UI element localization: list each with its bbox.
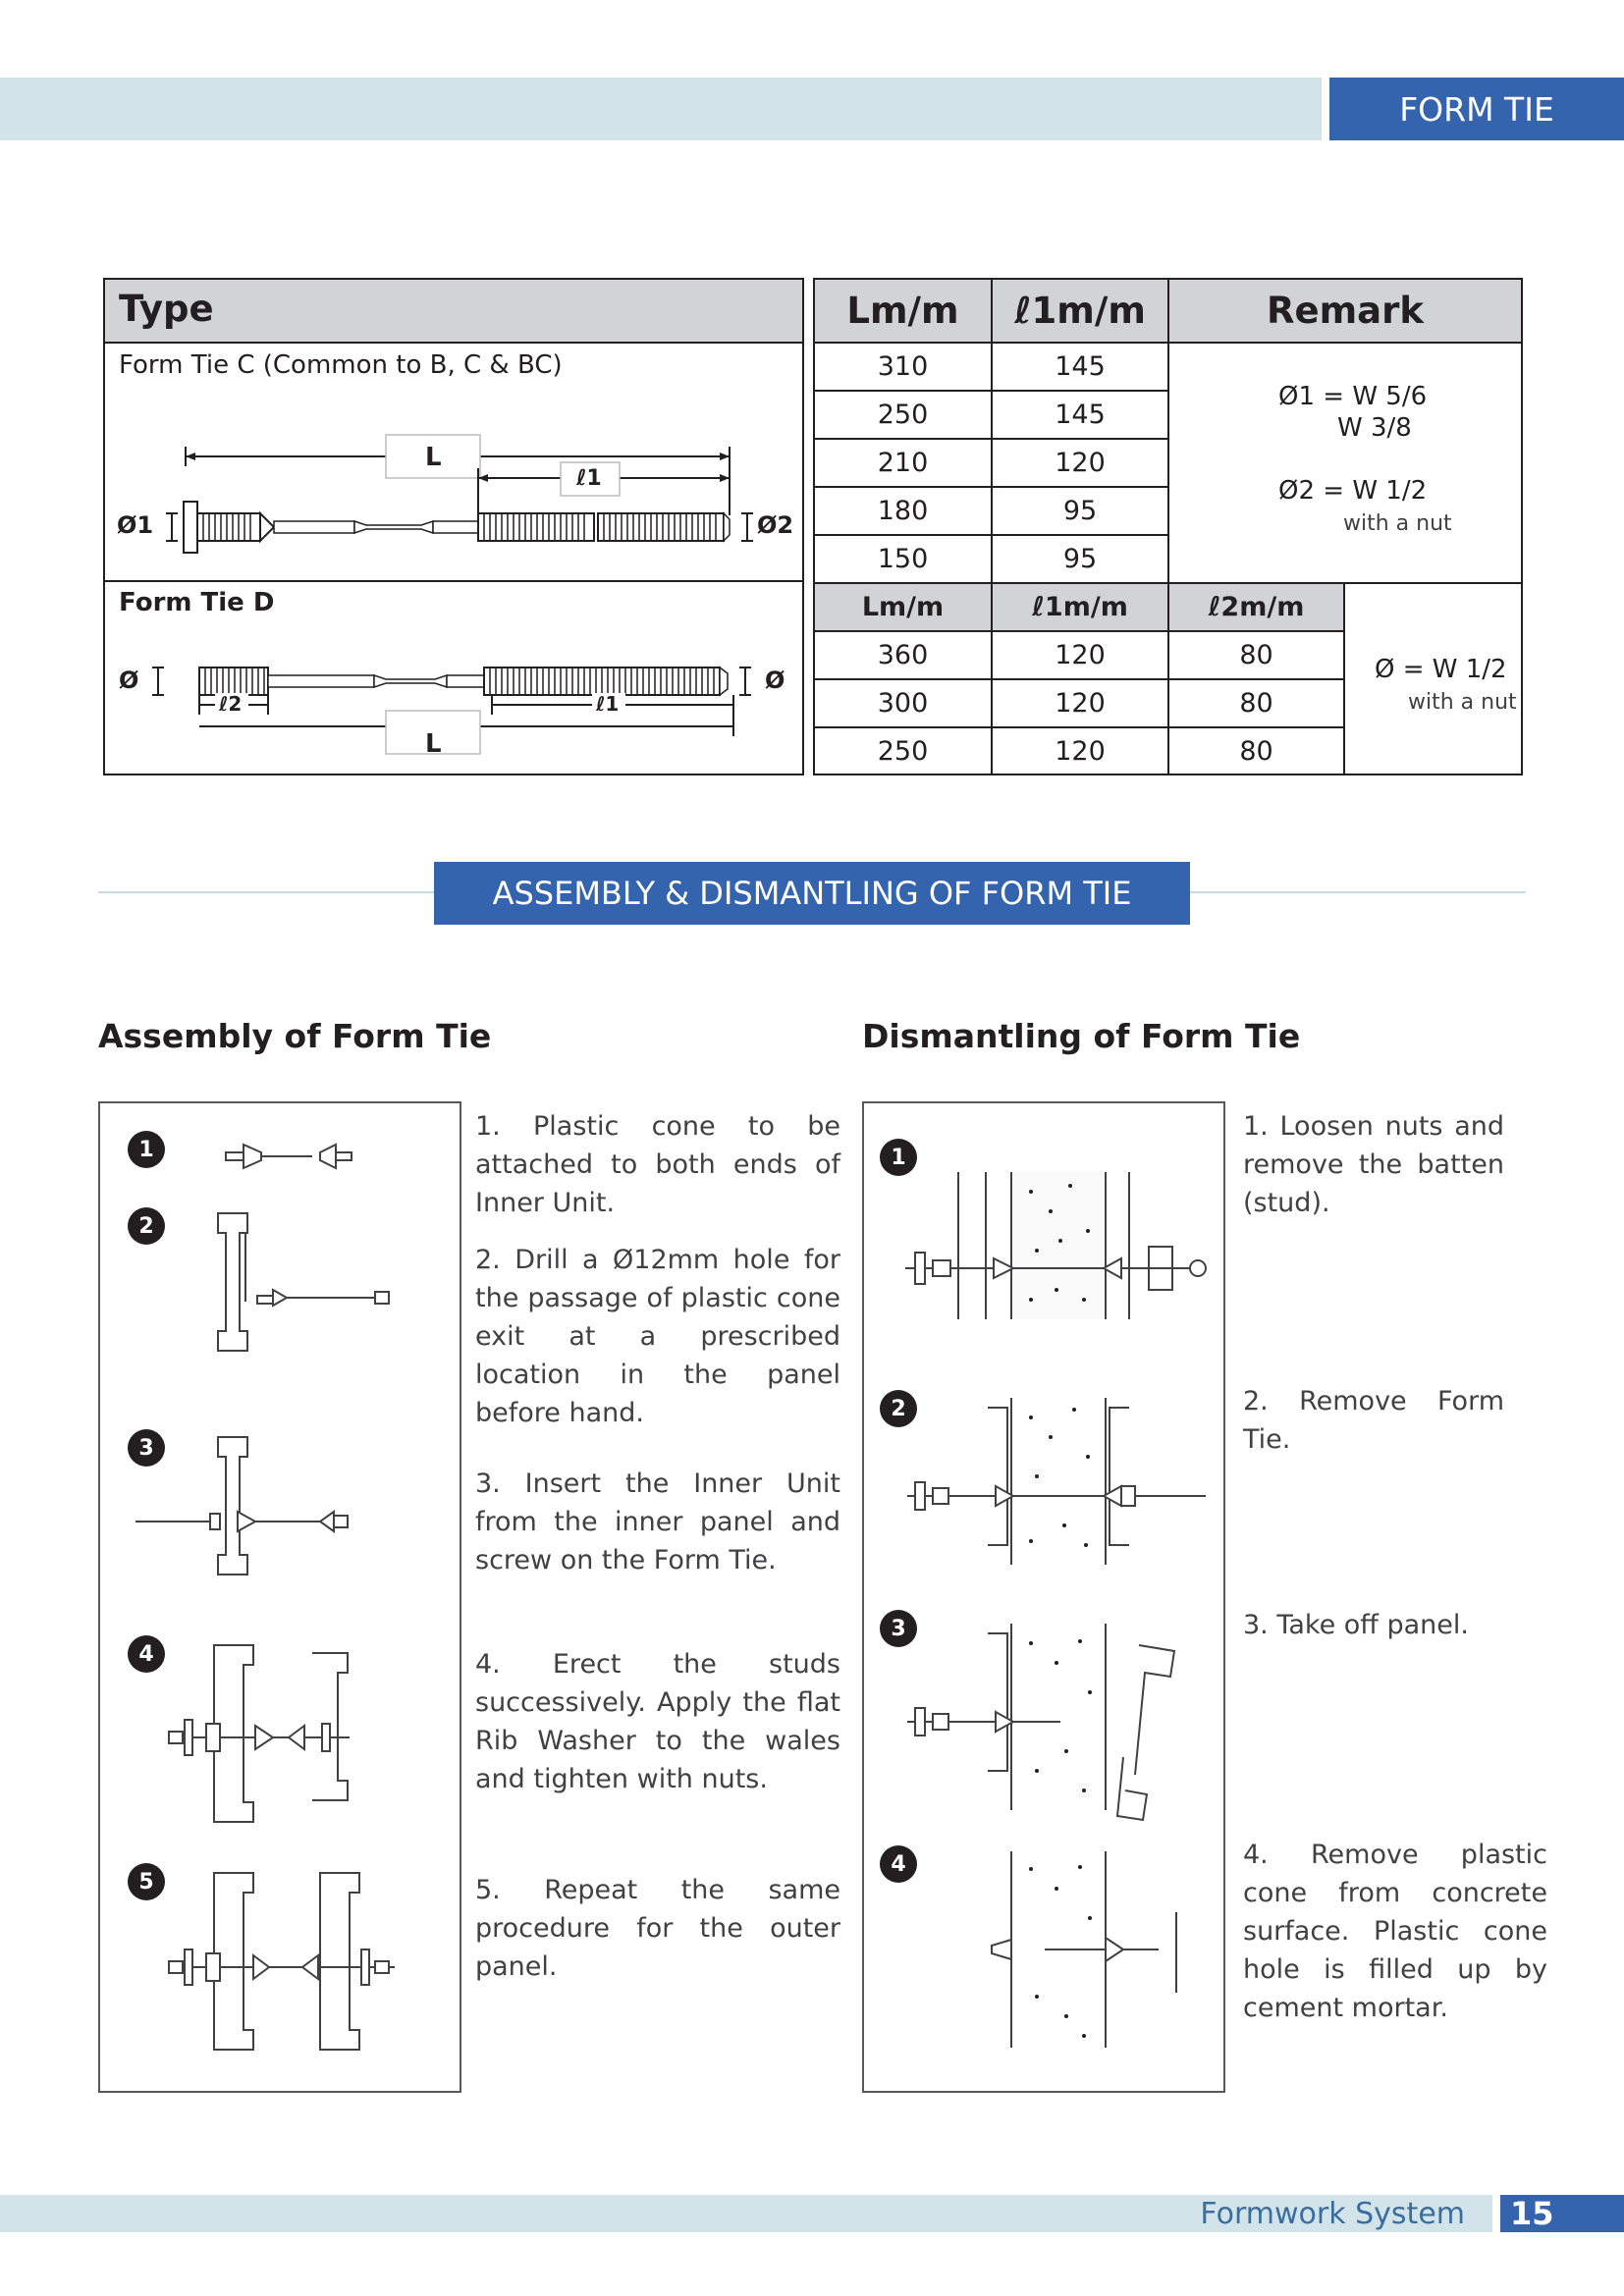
- form-tie-c-d2-label: Ø2: [757, 511, 794, 539]
- dismantling-step-3-text: 3. Take off panel.: [1243, 1610, 1469, 1640]
- footer-label: Formwork System: [1200, 2196, 1465, 2231]
- header-tab: FORM TIE: [1329, 78, 1624, 140]
- dismantling-step-2-number: 2: [880, 1390, 917, 1427]
- type-table: [103, 278, 804, 775]
- assembly-step-5-number: 5: [128, 1863, 165, 1900]
- form-tie-c-L-label: L: [425, 443, 442, 472]
- dismantling-step-1-number: 1: [880, 1139, 917, 1176]
- assembly-step-2-text: 2. Drill a Ø12mm hole for the passage of plastic cone exit at a prescribed location in the panel before hand.: [475, 1245, 840, 1428]
- dismantling-step-3-number: 3: [880, 1610, 917, 1647]
- assembly-step-3-number: 3: [128, 1429, 165, 1467]
- c-remark-line4: with a nut: [1343, 511, 1452, 536]
- page-number: 15: [1500, 2195, 1624, 2232]
- assembly-step-5-text: 5. Repeat the same procedure for the outer panel.: [475, 1875, 840, 1982]
- assembly-figure-box: [98, 1101, 461, 2093]
- d-row-2-l1: 120: [993, 680, 1169, 728]
- d-row-2-L: 300: [815, 680, 993, 728]
- c-row-4-L: 180: [815, 488, 993, 536]
- d-remark-line2: with a nut: [1408, 690, 1517, 715]
- c-row-1-L: 310: [815, 344, 993, 392]
- d-remark-line1: Ø = W 1/2: [1375, 655, 1507, 684]
- dismantling-step-1-text: 1. Loosen nuts and remove the batten (stud).: [1243, 1111, 1504, 1218]
- dismantling-step-4-text: 4. Remove plastic cone from concrete surface. Plastic cone hole is filled up by cement mortar.: [1243, 1840, 1547, 2023]
- form-tie-c-title: Form Tie C (Common to B, C & BC): [119, 350, 563, 380]
- type-header-cell: [105, 280, 802, 344]
- dismantling-step-2-text: 2. Remove Form Tie.: [1243, 1386, 1504, 1455]
- c-row-5-L: 150: [815, 536, 993, 584]
- d-row-2-l2: 80: [1169, 680, 1345, 728]
- d-row-3-L: 250: [815, 728, 993, 774]
- c-row-3-L: 210: [815, 440, 993, 488]
- d-col-header-L: Lm/m: [815, 584, 993, 632]
- section-rule-left: [98, 891, 434, 893]
- c-row-1-l1: 145: [993, 344, 1169, 392]
- form-tie-d-diagram: [105, 648, 802, 775]
- dismantling-title: Dismantling of Form Tie: [862, 1017, 1301, 1055]
- type-header: Type: [119, 288, 214, 330]
- assembly-step-4-number: 4: [128, 1635, 165, 1673]
- assembly-step-1-number: 1: [128, 1131, 165, 1168]
- c-row-5-l1: 95: [993, 536, 1169, 584]
- form-tie-d-d-right-label: Ø: [765, 667, 785, 694]
- dismantling-illustrations: [864, 1103, 1223, 2091]
- col-header-remark: Remark: [1169, 280, 1521, 344]
- c-row-4-l1: 95: [993, 488, 1169, 536]
- assembly-title: Assembly of Form Tie: [98, 1017, 492, 1055]
- col-header-L: Lm/m: [815, 280, 993, 344]
- c-row-3-l1: 120: [993, 440, 1169, 488]
- dismantling-figure-box: [862, 1101, 1225, 2093]
- assembly-step-2-number: 2: [128, 1207, 165, 1245]
- form-tie-c-diagram: [105, 427, 802, 555]
- assembly-step-1-text: 1. Plastic cone to be attached to both ends of Inner Unit.: [475, 1111, 840, 1218]
- d-col-header-l1: ℓ1m/m: [993, 584, 1169, 632]
- form-tie-d-L-label: L: [425, 729, 442, 759]
- c-remark-cell: [1169, 344, 1521, 584]
- form-tie-d-l2-label: ℓ2: [219, 692, 243, 716]
- section-banner: ASSEMBLY & DISMANTLING OF FORM TIE: [434, 862, 1190, 925]
- form-tie-c-d1-label: Ø1: [117, 511, 154, 539]
- form-tie-d-l1-label: ℓ1: [596, 692, 620, 716]
- c-row-2-L: 250: [815, 392, 993, 440]
- d-col-header-l2: ℓ2m/m: [1169, 584, 1345, 632]
- assembly-step-3-text: 3. Insert the Inner Unit from the inner panel and screw on the Form Tie.: [475, 1468, 840, 1575]
- c-remark-line3: Ø2 = W 1/2: [1278, 476, 1428, 506]
- form-tie-d-d-left-label: Ø: [119, 667, 139, 694]
- assembly-illustrations: [100, 1103, 460, 2091]
- dimension-table: [813, 278, 1523, 775]
- d-row-1-L: 360: [815, 632, 993, 680]
- d-row-3-l1: 120: [993, 728, 1169, 774]
- header-band: [0, 78, 1322, 140]
- d-row-1-l1: 120: [993, 632, 1169, 680]
- c-remark-line2: W 3/8: [1337, 413, 1412, 443]
- d-row-1-l2: 80: [1169, 632, 1345, 680]
- d-row-3-l2: 80: [1169, 728, 1345, 774]
- section-rule-right: [1190, 891, 1526, 893]
- assembly-step-4-text: 4. Erect the studs successively. Apply the flat Rib Washer to the wales and tighten with nuts.: [475, 1649, 840, 1794]
- dismantling-step-4-number: 4: [880, 1845, 917, 1883]
- c-row-2-l1: 145: [993, 392, 1169, 440]
- col-header-l1: ℓ1m/m: [993, 280, 1169, 344]
- c-remark-line1: Ø1 = W 5/6: [1278, 382, 1428, 411]
- form-tie-c-l1-label: ℓ1: [576, 466, 602, 491]
- type-divider: [105, 580, 802, 582]
- form-tie-d-title: Form Tie D: [119, 588, 275, 617]
